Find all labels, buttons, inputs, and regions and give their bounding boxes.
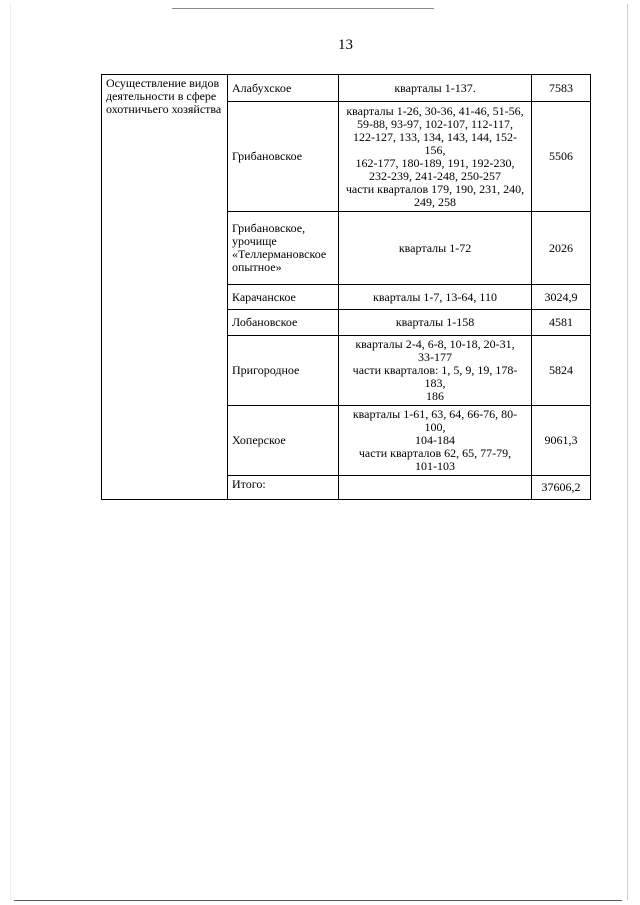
area-value: 5506: [532, 102, 591, 212]
quarters-line: кварталы 1-158: [395, 315, 475, 329]
quarters-cell: [339, 285, 532, 310]
quarters-line: 186: [426, 389, 444, 403]
hunting-grounds-table: [101, 74, 591, 500]
area-value: 7583: [532, 75, 591, 102]
total-area-value: 37606,2: [532, 476, 591, 500]
quarters-line: части кварталов 179, 190, 231, 240,: [345, 181, 525, 196]
forestry-name: Хоперское: [228, 406, 339, 476]
area-value: 5824: [532, 336, 591, 406]
quarters-line: части кварталов 62, 65, 77-79,: [358, 446, 512, 460]
bottom-border-line: [14, 900, 622, 901]
forestry-name: Пригородное: [228, 336, 339, 406]
quarters-line: кварталы 1-137.: [394, 80, 476, 95]
activity-text: Осуществление видов деятельности в сфере охотничьего хозяйства: [106, 76, 222, 116]
area-value: 2026: [532, 212, 591, 285]
forestry-name: Лобановское: [228, 310, 339, 336]
quarters-cell: [339, 336, 532, 406]
quarters-line: 101-103: [415, 459, 455, 473]
quarters-cell: [339, 406, 532, 476]
area-value: 4581: [532, 310, 591, 336]
quarters-line: 59-88, 93-97, 102-107, 112-117,: [356, 116, 514, 131]
activity-cell: [102, 75, 228, 500]
quarters-line: 104-184: [415, 433, 455, 447]
quarters-line: части кварталов: 1, 5, 9, 19, 178-183,: [352, 363, 518, 390]
forestry-name: Карачанское: [228, 285, 339, 310]
quarters-line: кварталы 1-61, 63, 64, 66-76, 80-100,: [352, 407, 518, 434]
total-empty-cell: [339, 476, 532, 500]
quarters-cell: [339, 75, 532, 102]
forestry-name: Алабухское: [228, 75, 339, 102]
quarters-cell: [339, 212, 532, 285]
quarters-line: 122-127, 133, 134, 143, 144, 152-156,: [353, 129, 517, 157]
top-border-line: [172, 8, 434, 9]
forestry-name: Грибановское: [228, 102, 339, 212]
quarters-line: кварталы 1-72: [398, 240, 472, 255]
quarters-line: кварталы 1-26, 30-36, 41-46, 51-56,: [346, 103, 524, 118]
table-row: [102, 75, 591, 102]
quarters-line: 249, 258: [414, 194, 456, 209]
quarters-line: 33-177: [418, 350, 452, 364]
area-value: 3024,9: [532, 285, 591, 310]
quarters-cell: [339, 310, 532, 336]
quarters-cell: [339, 102, 532, 212]
page-number: 13: [338, 37, 353, 53]
area-value: 9061,3: [532, 406, 591, 476]
quarters-line: 232-239, 241-248, 250-257: [369, 168, 501, 183]
total-label: Итого:: [228, 476, 339, 500]
quarters-line: кварталы 2-4, 6-8, 10-18, 20-31,: [355, 337, 515, 351]
quarters-line: 162-177, 180-189, 191, 192-230,: [355, 155, 515, 170]
quarters-line: кварталы 1-7, 13-64, 110: [373, 289, 497, 304]
forestry-name: Грибановское, урочище «Теллермановское опытное»: [228, 212, 339, 285]
